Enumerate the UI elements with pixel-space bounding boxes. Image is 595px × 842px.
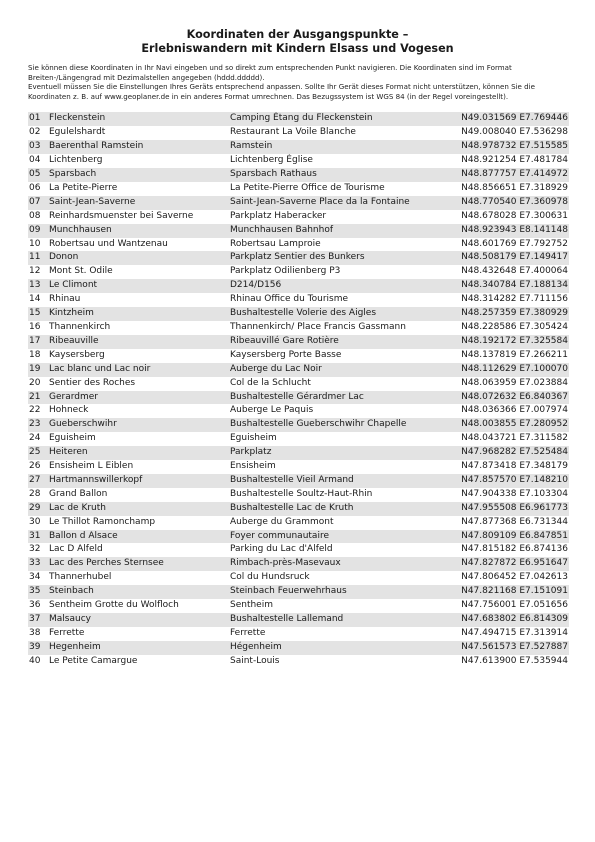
hike-name: Eguisheim (49, 433, 96, 444)
coordinates: N48.314282 E7.711156 (461, 294, 568, 305)
table-row (28, 112, 569, 126)
table-row (28, 168, 569, 182)
coordinates: N47.494715 E7.313914 (461, 627, 568, 638)
table-row (28, 140, 569, 154)
start-point: Rimbach-près-Masevaux (230, 557, 446, 571)
row-number: 09 (28, 224, 49, 238)
hike-name: Lichtenberg (49, 155, 103, 166)
table-row (28, 557, 569, 571)
table-row (28, 613, 569, 627)
start-point: Saint-Jean-Saverne Place da la Fontaine (230, 196, 446, 210)
row-number: 11 (28, 251, 49, 265)
row-number: 22 (29, 405, 41, 416)
table-row (28, 126, 569, 140)
hike-name: Sentier des Roches (49, 377, 136, 388)
row-number: 27 (28, 474, 49, 488)
row-number: 37 (28, 613, 49, 627)
table-row (28, 335, 569, 349)
coordinates: N48.036366 E7.007974 (461, 405, 568, 416)
coordinates-table (28, 112, 569, 668)
row-number: 16 (29, 321, 41, 332)
start-point: Lichtenberg Église (230, 155, 313, 166)
hike-name: Mont St. Odile (49, 266, 113, 277)
row-number: 26 (29, 461, 41, 472)
row-number: 01 (28, 112, 49, 126)
hike-name: Hegenheim (49, 641, 230, 655)
hike-name: Sentheim Grotte du Wolfloch (49, 600, 179, 611)
hike-name: Thannenkirch (49, 321, 111, 332)
coordinates: N48.072632 E6.840367 (446, 391, 569, 405)
hike-name: Lac de Kruth (49, 502, 230, 516)
start-point: Eguisheim (230, 433, 277, 444)
start-point: D214/D156 (230, 279, 446, 293)
start-point: Kaysersberg Porte Basse (230, 349, 342, 360)
start-point: Thannenkirch/ Place Francis Gassmann (230, 321, 406, 332)
coordinates: N48.137819 E7.266211 (461, 349, 568, 360)
coordinates: N47.756001 E7.051656 (461, 600, 568, 611)
coordinates: N48.921254 E7.481784 (461, 155, 568, 166)
start-point: Sentheim (230, 600, 273, 611)
table-row (28, 502, 569, 516)
hike-name: Munchhausen (49, 224, 230, 238)
coordinates: N47.968282 E7.525484 (446, 446, 569, 460)
hike-name: Reinhardsmuenster bei Saverne (49, 210, 194, 221)
table-row (28, 349, 569, 363)
hike-name: Heiteren (49, 446, 230, 460)
coordinates: N48.112629 E7.100070 (446, 363, 569, 377)
row-number: 17 (28, 335, 49, 349)
start-point: Bushaltestelle Lallemand (230, 613, 446, 627)
coordinates: N48.508179 E7.149417 (446, 251, 569, 265)
hike-name: Rhinau (49, 294, 81, 305)
start-point: Ramstein (230, 140, 446, 154)
coordinates: N47.877368 E6.731344 (461, 516, 568, 527)
coordinates: N47.561573 E7.527887 (446, 641, 569, 655)
title-line-2: Erlebniswandern mit Kindern Elsass und Vogesen (141, 42, 454, 55)
table-row (28, 321, 569, 335)
hike-name: Gueberschwihr (49, 418, 230, 432)
start-point: Sparsbach Rathaus (230, 168, 446, 182)
row-number: 07 (28, 196, 49, 210)
hike-name: Le Climont (49, 279, 230, 293)
table-row (28, 460, 569, 474)
hike-name: Ferrette (49, 627, 85, 638)
coordinates: N47.683802 E6.814309 (446, 613, 569, 627)
table-row (28, 404, 569, 418)
intro-paragraph-2: Eventuell müssen Sie die Einstellungen Ihres Geräts entsprechend anpassen. Sollte Ihr Gerät dieses Format nicht unterstützen, können Sie die Koordinaten z. B. auf www.geoplaner.de in ein anderes Format umrechnen. Das Bezugssystem ist WGS 84 (in der Regel voreingestellt). (28, 82, 536, 101)
document-title (28, 28, 567, 56)
row-number: 19 (28, 363, 49, 377)
row-number: 40 (29, 655, 41, 666)
table-row (28, 446, 569, 460)
row-number: 05 (28, 168, 49, 182)
table-row (28, 265, 569, 279)
start-point: Auberge Le Paquis (230, 405, 314, 416)
hike-name: Hartmannswillerkopf (49, 474, 230, 488)
hike-name: Egulelshardt (49, 127, 106, 138)
hike-name: Lac blanc und Lac noir (49, 363, 230, 377)
hike-name: Kintzheim (49, 307, 230, 321)
row-number: 12 (29, 266, 41, 277)
start-point: Parkplatz Sentier des Bunkers (230, 251, 446, 265)
table-row (28, 377, 569, 391)
row-number: 34 (29, 572, 41, 583)
coordinates: N47.873418 E7.348179 (461, 461, 568, 472)
hike-name: Robertsau und Wantzenau (49, 238, 168, 249)
hike-name: Sparsbach (49, 168, 230, 182)
start-point: Foyer communautaire (230, 530, 446, 544)
coordinates: N47.857570 E7.148210 (446, 474, 569, 488)
coordinates: N48.340784 E7.188134 (446, 279, 569, 293)
coordinates: N47.827872 E6.951647 (446, 557, 569, 571)
coordinates: N47.821168 E7.151091 (446, 585, 569, 599)
start-point: Ribeauvillé Gare Rotière (230, 335, 446, 349)
start-point: Hégenheim (230, 641, 446, 655)
row-number: 33 (28, 557, 49, 571)
coordinates: N47.806452 E7.042613 (461, 572, 568, 583)
hike-name: Le Thillot Ramonchamp (49, 516, 156, 527)
coordinates: N47.613900 E7.535944 (461, 655, 568, 666)
table-row (28, 418, 569, 432)
row-number: 29 (28, 502, 49, 516)
row-number: 24 (29, 433, 41, 444)
table-row (28, 530, 569, 544)
table-row (28, 251, 569, 265)
start-point: Parking du Lac d'Alfeld (230, 544, 333, 555)
row-number: 28 (29, 488, 41, 499)
start-point: Robertsau Lamproie (230, 238, 321, 249)
row-number: 04 (29, 155, 41, 166)
table-row (28, 210, 569, 224)
row-number: 23 (28, 418, 49, 432)
hike-name: Saint-Jean-Saverne (49, 196, 230, 210)
row-number: 30 (29, 516, 41, 527)
coordinates: N48.877757 E7.414972 (446, 168, 569, 182)
table-row (28, 516, 569, 530)
start-point: Auberge du Lac Noir (230, 363, 446, 377)
table-row (28, 627, 569, 641)
coordinates: N48.192172 E7.325584 (446, 335, 569, 349)
row-number: 10 (29, 238, 41, 249)
row-number: 39 (28, 641, 49, 655)
table-row (28, 224, 569, 238)
row-number: 31 (28, 530, 49, 544)
table-row (28, 599, 569, 613)
coordinates: N49.031569 E7.769446 (446, 112, 569, 126)
table-row (28, 543, 569, 557)
coordinates: N48.043721 E7.311582 (461, 433, 568, 444)
hike-name: Kaysersberg (49, 349, 105, 360)
coordinates: N48.856651 E7.318929 (461, 182, 568, 193)
hike-name: Grand Ballon (49, 488, 108, 499)
start-point: Parkplatz Haberacker (230, 210, 327, 221)
start-point: Bushaltestelle Gérardmer Lac (230, 391, 446, 405)
hike-name: Baerenthal Ramstein (49, 140, 230, 154)
row-number: 25 (28, 446, 49, 460)
start-point: Munchhausen Bahnhof (230, 224, 446, 238)
start-point: Steinbach Feuerwehrhaus (230, 585, 446, 599)
start-point: Restaurant La Voile Blanche (230, 127, 356, 138)
coordinates: N48.678028 E7.300631 (461, 210, 568, 221)
table-row (28, 279, 569, 293)
start-point: Col de la Schlucht (230, 377, 311, 388)
row-number: 36 (29, 600, 41, 611)
hike-name: Gerardmer (49, 391, 230, 405)
start-point: Col du Hundsruck (230, 572, 310, 583)
coordinates: N48.978732 E7.515585 (446, 140, 569, 154)
start-point: Saint-Louis (230, 655, 280, 666)
coordinates: N48.601769 E7.792752 (461, 238, 568, 249)
start-point: Bushaltestelle Vieil Armand (230, 474, 446, 488)
coordinates: N47.904338 E7.103304 (461, 488, 568, 499)
table-row (28, 571, 569, 585)
row-number: 15 (28, 307, 49, 321)
coordinates: N48.257359 E7.380929 (446, 307, 569, 321)
coordinates: N48.228586 E7.305424 (461, 321, 568, 332)
start-point: Camping Étang du Fleckenstein (230, 112, 446, 126)
row-number: 13 (28, 279, 49, 293)
table-row (28, 363, 569, 377)
start-point: Bushaltestelle Volerie des Aigles (230, 307, 446, 321)
intro-text (28, 63, 567, 101)
coordinates: N48.063959 E7.023884 (461, 377, 568, 388)
row-number: 03 (28, 140, 49, 154)
start-point: Bushaltestelle Soultz-Haut-Rhin (230, 488, 373, 499)
start-point: Bushaltestelle Gueberschwihr Chapelle (230, 418, 446, 432)
coordinates: N48.923943 E8.141148 (446, 224, 569, 238)
hike-name: Ribeauville (49, 335, 230, 349)
row-number: 14 (29, 294, 41, 305)
intro-paragraph-1: Sie können diese Koordinaten in Ihr Navi eingeben und so direkt zum entsprechenden Punkt navigieren. Die Koordinaten sind im Format Breiten-/Längengrad mit Dezimalstellen angegeben (hddd.ddddd). (28, 63, 512, 82)
hike-name: Le Petite Camargue (49, 655, 138, 666)
hike-name: Donon (49, 251, 230, 265)
coordinates: N48.770540 E7.360978 (446, 196, 569, 210)
coordinates: N49.008040 E7.536298 (461, 127, 568, 138)
table-row (28, 196, 569, 210)
table-row (28, 432, 569, 446)
start-point: Rhinau Office du Tourisme (230, 294, 349, 305)
start-point: Bushaltestelle Lac de Kruth (230, 502, 446, 516)
start-point: Parkplatz (230, 446, 446, 460)
row-number: 20 (29, 377, 41, 388)
hike-name: Fleckenstein (49, 112, 230, 126)
row-number: 35 (28, 585, 49, 599)
row-number: 32 (29, 544, 41, 555)
table-row (28, 182, 569, 196)
hike-name: Ballon d Alsace (49, 530, 230, 544)
coordinates: N48.003855 E7.280952 (446, 418, 569, 432)
row-number: 38 (29, 627, 41, 638)
row-number: 21 (28, 391, 49, 405)
table-row (28, 293, 569, 307)
hike-name: Lac des Perches Sternsee (49, 557, 230, 571)
coordinates: N47.809109 E6.847851 (446, 530, 569, 544)
row-number: 02 (29, 127, 41, 138)
start-point: Auberge du Grammont (230, 516, 334, 527)
start-point: Ferrette (230, 627, 266, 638)
table-row (28, 307, 569, 321)
hike-name: Malsaucy (49, 613, 230, 627)
hike-name: Lac D Alfeld (49, 544, 103, 555)
table-row (28, 474, 569, 488)
start-point: La Petite-Pierre Office de Tourisme (230, 182, 385, 193)
start-point: Parkplatz Odilienberg P3 (230, 266, 341, 277)
hike-name: Steinbach (49, 585, 230, 599)
hike-name: Hohneck (49, 405, 89, 416)
coordinates: N47.815182 E6.874136 (461, 544, 568, 555)
hike-name: Ensisheim L Eiblen (49, 461, 134, 472)
row-number: 08 (29, 210, 41, 221)
coordinates: N48.432648 E7.400064 (461, 266, 568, 277)
table-row (28, 391, 569, 405)
start-point: Ensisheim (230, 461, 276, 472)
table-row (28, 238, 569, 252)
coordinates: N47.955508 E6.961773 (446, 502, 569, 516)
row-number: 18 (29, 349, 41, 360)
row-number: 06 (29, 182, 41, 193)
hike-name: Thannerhubel (49, 572, 112, 583)
table-row (28, 488, 569, 502)
table-row (28, 585, 569, 599)
table-row (28, 641, 569, 655)
title-line-1: Koordinaten der Ausgangspunkte – (186, 28, 409, 41)
table-row (28, 154, 569, 168)
hike-name: La Petite-Pierre (49, 182, 118, 193)
table-row (28, 655, 569, 669)
